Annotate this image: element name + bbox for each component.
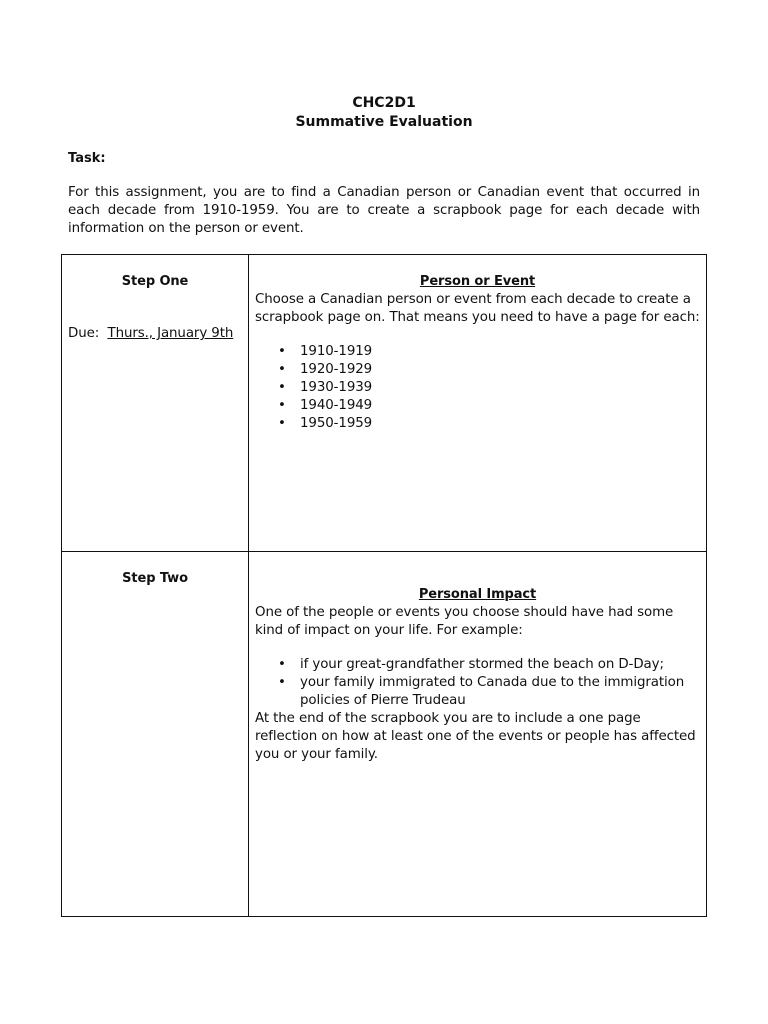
course-code: CHC2D1 bbox=[352, 95, 416, 111]
step-one-right-cell bbox=[249, 255, 707, 552]
list-item: • 1920-1929 bbox=[300, 361, 700, 379]
document-header bbox=[0, 94, 768, 132]
steps-table bbox=[61, 254, 707, 917]
task-description: For this assignment, you are to find a Canadian person or Canadian event that occurred in each decade from 1910-1959. You are to create a scrapbook page for each decade with information on the person or event. bbox=[68, 185, 700, 236]
due-date: Thurs., January 9th bbox=[107, 326, 234, 341]
task-label: Task: bbox=[68, 151, 106, 166]
decade-list bbox=[255, 343, 700, 433]
due-label: Due: bbox=[68, 326, 100, 341]
list-item: • 1910-1919 bbox=[300, 343, 700, 361]
personal-impact-heading: Personal Impact bbox=[418, 587, 537, 602]
example-list bbox=[255, 656, 700, 710]
reflection-instructions: At the end of the scrapbook you are to include a one page reflection on how at least one of the events or people has affected you or your family. bbox=[255, 711, 696, 762]
list-item: • 1940-1949 bbox=[300, 397, 700, 415]
person-or-event-heading: Person or Event bbox=[419, 274, 536, 289]
list-item: • if your great-grandfather stormed the beach on D-Day; bbox=[300, 656, 700, 674]
step-one-title: Step One bbox=[121, 274, 189, 289]
step-two-instructions: One of the people or events you choose should have had some kind of impact on your life. For example: bbox=[255, 605, 674, 638]
step-one-row bbox=[62, 255, 707, 552]
step-two-right-cell bbox=[249, 552, 707, 917]
step-two-row bbox=[62, 552, 707, 917]
step-two-title: Step Two bbox=[122, 571, 188, 586]
step-one-instructions: Choose a Canadian person or event from each decade to create a scrapbook page on. That means you need to have a page for each: bbox=[255, 292, 700, 325]
step-one-due bbox=[62, 325, 248, 343]
page-title: Summative Evaluation bbox=[295, 114, 473, 130]
step-two-left-cell bbox=[62, 552, 249, 917]
list-item: • 1950-1959 bbox=[300, 415, 700, 433]
list-item: • 1930-1939 bbox=[300, 379, 700, 397]
step-one-left-cell bbox=[62, 255, 249, 552]
list-item: • your family immigrated to Canada due to the immigration policies of Pierre Trudeau bbox=[300, 674, 700, 710]
